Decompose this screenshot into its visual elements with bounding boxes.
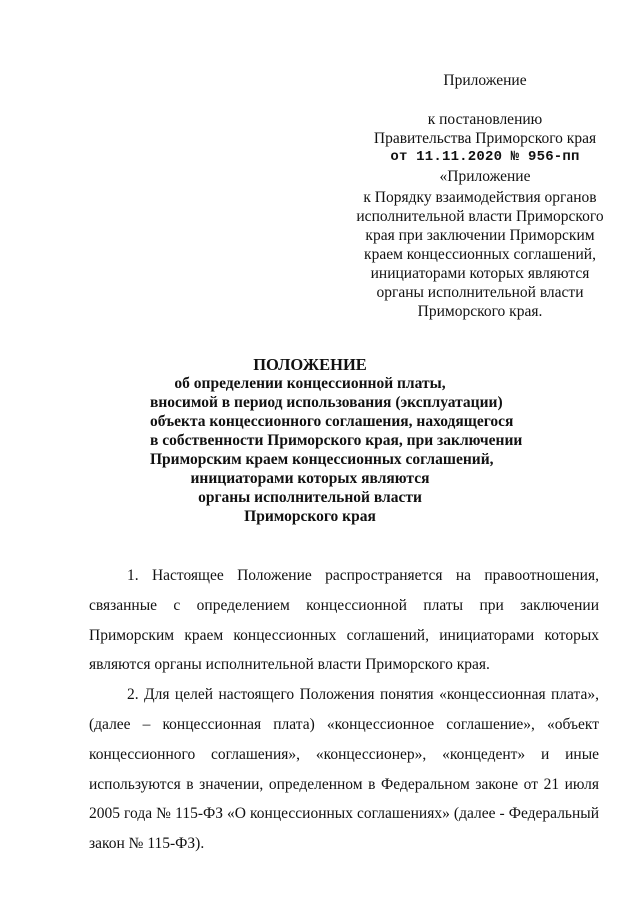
order-ref-line: края при заключении Приморским bbox=[365, 227, 595, 244]
order-ref-line: к Порядку взаимодействия органов bbox=[363, 189, 597, 206]
resolution-date-number: от 11.11.2020 № 956-пп bbox=[390, 149, 580, 165]
order-ref-line: исполнительной власти Приморского bbox=[356, 208, 604, 225]
document-title bbox=[150, 355, 523, 526]
paragraph-1: 1. Настоящее Положение распространяется на правоотношения, связанные с определением концессионной платы при заключении Приморским краем концессионных соглашений, инициаторами которых являются органы исполнительной власти Приморского края. bbox=[89, 567, 599, 674]
appendix-quote-line: «Приложение bbox=[439, 168, 531, 185]
paragraph-2: 2. Для целей настоящего Положения понятия «концессионная плата», (далее – концессионная плата) «концессионное соглашение», «объект концессионного соглашения», «концессионер», «концедент» и иные используются в значении, определенном в Федеральном законе от 21 июля 2005 года № 115-ФЗ «О концессионных соглашениях» (далее - Федеральный закон № 115-ФЗ). bbox=[89, 686, 599, 853]
document-body bbox=[89, 561, 599, 859]
appendix-title bbox=[350, 71, 620, 90]
title-line: в собственности Приморского края, при заключении bbox=[150, 432, 523, 449]
order-ref-line: краем концессионных соглашений, bbox=[364, 246, 596, 263]
title-line: вносимой в период использования (эксплуатации) bbox=[150, 394, 503, 411]
order-ref-line: Приморского края. bbox=[417, 303, 543, 320]
resolution-ref-line: к постановлению bbox=[427, 111, 543, 128]
title-line: Приморского края bbox=[244, 508, 376, 525]
title-line: объекта концессионного соглашения, находящегося bbox=[150, 413, 514, 430]
title-line: органы исполнительной власти bbox=[198, 489, 422, 506]
order-ref-line: инициаторами которых являются bbox=[370, 265, 590, 282]
appendix-reference bbox=[350, 110, 620, 186]
appendix-title-text: Приложение bbox=[443, 72, 527, 89]
government-line: Правительства Приморского края bbox=[373, 130, 597, 147]
title-line: инициаторами которых являются bbox=[190, 470, 430, 487]
order-ref-line: органы исполнительной власти bbox=[376, 284, 584, 301]
order-reference bbox=[335, 188, 625, 321]
title-line: Приморским краем концессионных соглашений, bbox=[150, 451, 494, 468]
title-line: об определении концессионной платы, bbox=[174, 375, 446, 392]
title-heading: ПОЛОЖЕНИЕ bbox=[253, 355, 367, 374]
